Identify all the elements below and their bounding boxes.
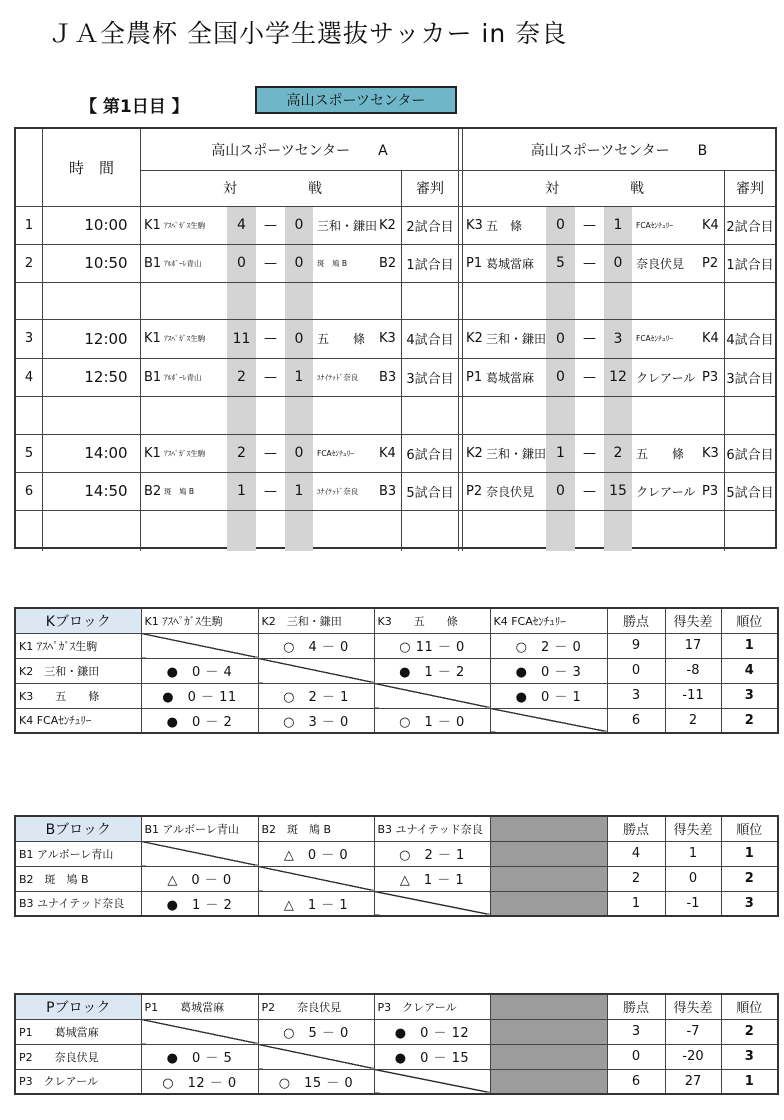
score-dash: — — [583, 331, 596, 346]
away-team: FCAｾﾝﾁｭﾘｰ — [636, 220, 674, 230]
away-code: K4 — [702, 331, 719, 346]
self-cell — [141, 633, 258, 658]
day-label: 【 第1日目 】 — [80, 97, 189, 117]
points: 0 — [607, 1044, 665, 1069]
home-code: K1 — [144, 445, 161, 461]
result-cell: ○ 15 － 0 — [258, 1069, 374, 1094]
home-team: 五 條 — [486, 218, 523, 233]
team-name: B3 ユナイテッド奈良 — [15, 891, 141, 916]
points-header: 勝点 — [607, 994, 665, 1019]
rank: 1 — [721, 633, 778, 658]
referee: 5試合目 — [406, 485, 454, 501]
points: 9 — [607, 633, 665, 658]
block-title: Bブロック — [15, 816, 141, 841]
home-code: K1 — [144, 217, 161, 233]
match-header-right: 戦 — [308, 181, 322, 197]
away-team: 三和・鎌田 — [317, 218, 378, 233]
table-row — [15, 891, 778, 916]
col-header: K4 FCAｾﾝﾁｭﾘｰ — [490, 608, 607, 633]
team-name: P3 クレアール — [15, 1069, 141, 1094]
empty-column — [490, 1044, 607, 1069]
rank: 2 — [721, 1019, 778, 1044]
away-code: K2 — [379, 217, 396, 233]
vline — [458, 129, 459, 551]
result-cell: ● 1 － 2 — [141, 891, 258, 916]
referee: 2試合目 — [726, 219, 774, 235]
page-title: ＪＡ全農杯 全国小学生選抜サッカー in 奈良 — [48, 19, 568, 48]
away-code: B3 — [379, 369, 397, 385]
away-score: 0 — [294, 217, 304, 233]
result-cell: ○ 2 － 1 — [258, 683, 374, 708]
points-header: 勝点 — [607, 608, 665, 633]
rank-header: 順位 — [721, 608, 778, 633]
home-code: K1 — [144, 331, 161, 346]
referee: 1試合目 — [726, 257, 774, 273]
rank: 1 — [721, 841, 778, 866]
away-code: P3 — [702, 483, 719, 499]
field-a-header: 高山スポーツセンター A — [211, 142, 388, 159]
result-cell: ● 1 － 2 — [374, 658, 490, 683]
score-dash: — — [264, 331, 277, 346]
away-score: 1 — [294, 369, 304, 385]
col-header: B2 斑 鳩 B — [258, 816, 374, 841]
match-time: 14:00 — [84, 444, 128, 462]
empty-column — [490, 866, 607, 891]
away-team: FCAｾﾝﾁｭﾘｰ — [636, 334, 674, 343]
diff-header: 得失差 — [665, 994, 721, 1019]
col-header: P1 葛城當麻 — [141, 994, 258, 1019]
col-header: B1 アルボーレ青山 — [141, 816, 258, 841]
header-row — [15, 608, 778, 633]
rank-header: 順位 — [721, 816, 778, 841]
referee: 1試合目 — [406, 257, 454, 273]
block-title: Pブロック — [15, 994, 141, 1019]
col-header: K3 五 條 — [374, 608, 490, 633]
p-block-table — [14, 993, 779, 1095]
away-team: 斑 鳩 B — [317, 258, 348, 268]
points: 1 — [607, 891, 665, 916]
match-time: 12:50 — [84, 368, 128, 386]
goal-diff: -8 — [665, 658, 721, 683]
points: 0 — [607, 658, 665, 683]
self-cell — [141, 841, 258, 866]
result-cell: ○ 2 － 0 — [490, 633, 607, 658]
table-row — [15, 866, 778, 891]
result-cell: △ 0 － 0 — [258, 841, 374, 866]
table-row — [15, 1069, 778, 1094]
match-number: 1 — [24, 217, 34, 233]
match-number: 5 — [24, 445, 34, 461]
b-block-table — [14, 815, 779, 917]
result-cell: ● 0 － 2 — [141, 708, 258, 733]
match-number: 3 — [24, 331, 34, 346]
home-code: P2 — [466, 483, 483, 499]
score-dash: — — [583, 445, 596, 461]
table-row — [15, 841, 778, 866]
home-code: B1 — [144, 369, 162, 385]
match-number: 6 — [24, 483, 34, 499]
rank-header: 順位 — [721, 994, 778, 1019]
goal-diff: 27 — [665, 1069, 721, 1094]
header-row — [15, 994, 778, 1019]
referee: 3試合目 — [726, 371, 774, 387]
result-cell: ○ 4 － 0 — [258, 633, 374, 658]
referee: 4試合目 — [406, 333, 454, 348]
result-cell: ● 0 － 4 — [141, 658, 258, 683]
match-time: 10:50 — [84, 254, 128, 272]
away-code: B2 — [379, 255, 397, 271]
points-header: 勝点 — [607, 816, 665, 841]
referee: 5試合目 — [726, 485, 774, 501]
away-score: 12 — [609, 369, 627, 385]
home-score: 1 — [556, 445, 565, 461]
score-dash: — — [583, 217, 596, 233]
home-code: K3 — [466, 217, 483, 233]
match-number: 2 — [24, 255, 34, 271]
diff-header: 得失差 — [665, 608, 721, 633]
result-cell: △ 0 － 0 — [141, 866, 258, 891]
home-team: ｱｽﾍﾟｶﾞｽ生駒 — [164, 220, 206, 230]
self-cell — [258, 866, 374, 891]
away-team: 五 條 — [317, 332, 366, 346]
points: 6 — [607, 708, 665, 733]
team-name: K3 五 條 — [15, 683, 141, 708]
col-header: P2 奈良伏見 — [258, 994, 374, 1019]
result-cell: ● 0 － 12 — [374, 1019, 490, 1044]
self-cell — [490, 708, 607, 733]
result-cell: ○ 5 － 0 — [258, 1019, 374, 1044]
team-name: K4 FCAｾﾝﾁｭﾘｰ — [15, 708, 141, 733]
away-score: 3 — [613, 330, 623, 347]
self-cell — [258, 658, 374, 683]
away-code: P3 — [702, 369, 719, 385]
home-team: ｱｽﾍﾟｶﾞｽ生駒 — [164, 334, 206, 343]
team-name: P2 奈良伏見 — [15, 1044, 141, 1069]
home-team: 葛城當麻 — [486, 256, 535, 271]
score-dash: — — [583, 255, 596, 271]
empty-column — [490, 1019, 607, 1044]
empty-column — [490, 816, 607, 841]
home-team: ｱﾙﾎﾞｰﾚ青山 — [164, 258, 202, 268]
rank: 3 — [721, 683, 778, 708]
self-cell — [258, 1044, 374, 1069]
away-code: B3 — [379, 483, 397, 499]
away-score: 15 — [609, 483, 627, 499]
points: 2 — [607, 866, 665, 891]
time-header: 時 間 — [68, 159, 114, 177]
goal-diff: 1 — [665, 841, 721, 866]
goal-diff: -11 — [665, 683, 721, 708]
home-score: 11 — [232, 330, 251, 347]
table-row — [15, 683, 778, 708]
away-score: 0 — [613, 255, 623, 271]
result-cell: ○ 11 － 0 — [374, 633, 490, 658]
rank: 3 — [721, 1044, 778, 1069]
away-score: 2 — [613, 445, 623, 461]
points: 4 — [607, 841, 665, 866]
result-cell: △ 1 － 1 — [374, 866, 490, 891]
result-cell: ● 0 － 5 — [141, 1044, 258, 1069]
match-number: 4 — [24, 369, 34, 385]
hline — [16, 396, 775, 397]
col-header: K2 三和・鎌田 — [258, 608, 374, 633]
away-code: K3 — [702, 445, 719, 461]
referee: 3試合目 — [406, 371, 454, 387]
result-cell: ● 0 － 1 — [490, 683, 607, 708]
rank: 3 — [721, 891, 778, 916]
home-score: 4 — [237, 217, 246, 233]
score-dash: — — [264, 483, 277, 499]
rank: 2 — [721, 866, 778, 891]
k-block-table — [14, 607, 779, 734]
score-dash: — — [583, 369, 596, 385]
home-team: 三和・鎌田 — [486, 446, 547, 461]
home-score: 0 — [556, 369, 565, 385]
home-score: 0 — [556, 483, 565, 499]
result-cell: ● 0 － 3 — [490, 658, 607, 683]
result-cell: ● 0 － 11 — [141, 683, 258, 708]
empty-column — [490, 1069, 607, 1094]
away-score: 1 — [294, 483, 304, 499]
home-code: P1 — [466, 255, 483, 271]
self-cell — [141, 1019, 258, 1044]
goal-diff: -1 — [665, 891, 721, 916]
home-code: K2 — [466, 445, 483, 461]
points: 6 — [607, 1069, 665, 1094]
away-team: 五 條 — [636, 446, 685, 461]
hline — [16, 510, 775, 511]
goal-diff: 2 — [665, 708, 721, 733]
table-row — [15, 658, 778, 683]
home-score: 2 — [237, 369, 246, 385]
referee: 4試合目 — [726, 333, 774, 348]
away-team: FCAｾﾝﾁｭﾘｰ — [317, 448, 355, 458]
away-score: 1 — [613, 217, 623, 233]
team-name: B2 斑 鳩 B — [15, 866, 141, 891]
match-header-left: 対 — [545, 181, 559, 197]
referee: 2試合目 — [406, 219, 454, 235]
score-dash: — — [583, 483, 596, 499]
home-team: ｱﾙﾎﾞｰﾚ青山 — [164, 372, 202, 382]
self-cell — [374, 1069, 490, 1094]
result-cell: ○ 2 － 1 — [374, 841, 490, 866]
home-team: 斑 鳩 B — [164, 486, 195, 496]
team-name: K1 ｱｽﾍﾟｶﾞｽ生駒 — [15, 633, 141, 658]
team-name: B1 アルボーレ青山 — [15, 841, 141, 866]
home-score: 5 — [556, 255, 565, 271]
header-row — [15, 816, 778, 841]
score-dash: — — [264, 217, 277, 233]
home-team: 三和・鎌田 — [486, 332, 547, 346]
home-code: P1 — [466, 369, 483, 385]
result-cell: ○ 12 － 0 — [141, 1069, 258, 1094]
home-score: 2 — [237, 445, 246, 461]
result-cell: ○ 3 － 0 — [258, 708, 374, 733]
score-dash: — — [264, 445, 277, 461]
referee-header-a: 審判 — [416, 181, 444, 197]
result-cell: ○ 1 － 0 — [374, 708, 490, 733]
away-score: 0 — [294, 255, 304, 271]
home-score: 1 — [237, 483, 246, 499]
away-team: ﾕﾅｲﾃｯﾄﾞ奈良 — [317, 486, 359, 496]
home-score: 0 — [556, 330, 565, 347]
table-row — [15, 708, 778, 733]
home-score: 0 — [556, 217, 565, 233]
match-time: 12:00 — [84, 329, 128, 348]
points: 3 — [607, 1019, 665, 1044]
match-time: 10:00 — [84, 216, 128, 234]
vline — [140, 129, 141, 551]
score-dash: — — [264, 369, 277, 385]
home-score: 0 — [237, 255, 246, 271]
team-name: K2 三和・鎌田 — [15, 658, 141, 683]
self-cell — [374, 891, 490, 916]
rank: 1 — [721, 1069, 778, 1094]
self-cell — [374, 683, 490, 708]
team-name: P1 葛城當麻 — [15, 1019, 141, 1044]
goal-diff: 0 — [665, 866, 721, 891]
away-code: K4 — [702, 217, 719, 233]
goal-diff: -7 — [665, 1019, 721, 1044]
table-row — [15, 1044, 778, 1069]
away-score: 0 — [294, 445, 304, 461]
score-dash: — — [264, 255, 277, 271]
match-header-right: 戦 — [630, 181, 644, 197]
home-code: K2 — [466, 331, 483, 346]
home-code: B1 — [144, 255, 162, 271]
empty-column — [490, 841, 607, 866]
table-row — [15, 1019, 778, 1044]
home-team: 葛城當麻 — [486, 370, 535, 385]
referee-header-b: 審判 — [736, 181, 764, 197]
col-header: K1 ｱｽﾍﾟｶﾞｽ生駒 — [141, 608, 258, 633]
rank: 4 — [721, 658, 778, 683]
away-team: クレアール — [636, 484, 696, 499]
goal-diff: -20 — [665, 1044, 721, 1069]
away-team: クレアール — [636, 370, 696, 385]
home-code: B2 — [144, 483, 162, 499]
empty-column — [490, 891, 607, 916]
referee: 6試合目 — [726, 447, 774, 463]
referee: 6試合目 — [406, 447, 454, 463]
hline — [16, 282, 775, 283]
result-cell: ● 0 － 15 — [374, 1044, 490, 1069]
schedule-table — [14, 127, 777, 549]
table-row — [15, 633, 778, 658]
empty-column — [490, 994, 607, 1019]
block-title: Kブロック — [15, 608, 141, 633]
home-team: 奈良伏見 — [486, 484, 535, 499]
away-code: K3 — [379, 331, 396, 346]
rank: 2 — [721, 708, 778, 733]
away-team: 奈良伏見 — [636, 256, 685, 271]
diff-header: 得失差 — [665, 816, 721, 841]
result-cell: △ 1 － 1 — [258, 891, 374, 916]
venue-tag: 高山スポーツセンター — [255, 86, 457, 114]
away-code: P2 — [702, 255, 719, 271]
vline — [462, 129, 463, 551]
match-header-left: 対 — [223, 181, 237, 197]
away-team: ﾕﾅｲﾃｯﾄﾞ奈良 — [317, 372, 359, 382]
away-score: 0 — [294, 330, 304, 347]
col-header: B3 ユナイテッド奈良 — [374, 816, 490, 841]
points: 3 — [607, 683, 665, 708]
match-time: 14:50 — [84, 482, 128, 500]
goal-diff: 17 — [665, 633, 721, 658]
away-code: K4 — [379, 445, 396, 461]
col-header: P3 クレアール — [374, 994, 490, 1019]
home-team: ｱｽﾍﾟｶﾞｽ生駒 — [164, 448, 206, 458]
field-b-header: 高山スポーツセンター B — [530, 142, 708, 159]
